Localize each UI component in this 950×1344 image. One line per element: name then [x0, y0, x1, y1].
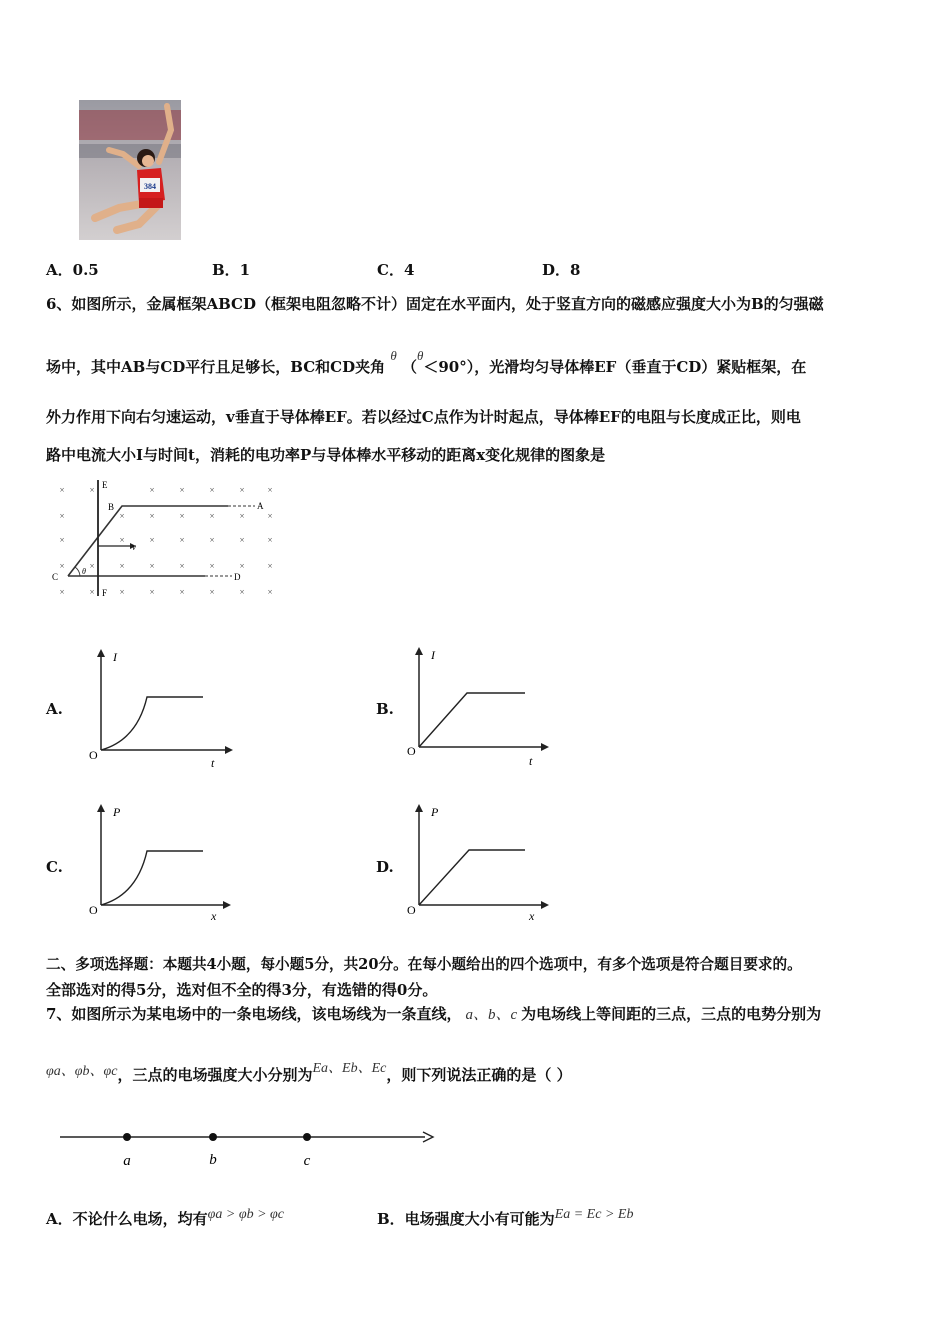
bib-number: 384 — [144, 182, 156, 191]
y-label: I — [113, 650, 117, 664]
q6-option-d-letter[interactable]: D. — [376, 858, 394, 876]
field-x-mark: × — [179, 561, 185, 571]
field-x-mark: × — [59, 561, 65, 571]
field-x-mark: × — [179, 587, 185, 597]
q6-line4: 路中电流大小I与时间t，消耗的电功率P与导体棒水平移动的距离x变化规律的图象是 — [46, 446, 606, 464]
field-x-mark: × — [149, 485, 155, 495]
x-label: t — [211, 756, 215, 770]
theta-symbol-2: θ — [416, 348, 424, 363]
q6-line1: 6、如图所示，金属框架ABCD（框架电阻忽略不计）固定在水平面内，处于竖直方向的磁感应强度大小为B的匀强磁 — [46, 295, 824, 313]
section2-line1: 二、多项选择题：本题共4小题，每小题5分，共20分。在每小题给出的四个选项中，有多个选项是符合题目要求的。 — [46, 956, 802, 973]
field-x-mark: × — [89, 587, 95, 597]
y-arrow — [415, 804, 423, 812]
q6-option-b-graph[interactable] — [403, 643, 553, 768]
field-x-mark: × — [59, 587, 65, 597]
q7-option-a[interactable] — [46, 1207, 284, 1228]
label-b: b — [209, 1152, 217, 1168]
q5-option-d[interactable]: D．8 — [542, 261, 581, 279]
field-x-mark: × — [267, 485, 273, 495]
field-x-mark: × — [209, 587, 215, 597]
y-label: P — [431, 805, 439, 819]
field-x-mark: × — [59, 511, 65, 521]
q7-option-b-math: Ea = Ec > Eb — [554, 1207, 634, 1222]
q7-e-list: Ea、Eb、Ec — [312, 1061, 387, 1076]
q7-option-a-math: φa > φb > φc — [207, 1207, 284, 1222]
field-x-mark: × — [267, 535, 273, 545]
q5-option-a[interactable]: A．0.5 — [46, 261, 99, 279]
curve — [101, 697, 203, 750]
field-x-mark: × — [267, 511, 273, 521]
label-v: v — [132, 542, 136, 552]
field-x-mark: × — [149, 535, 155, 545]
label-a: A — [257, 501, 264, 511]
field-x-mark: × — [239, 535, 245, 545]
q5-option-c[interactable]: C．4 — [377, 261, 415, 279]
y-label: I — [431, 648, 435, 662]
field-x-mark: × — [179, 535, 185, 545]
field-x-mark: × — [267, 561, 273, 571]
field-x-mark: × — [209, 485, 215, 495]
point-a — [123, 1133, 131, 1141]
angle-arc — [75, 567, 80, 576]
field-x-mark: × — [149, 511, 155, 521]
q6-option-d-graph[interactable] — [403, 800, 553, 925]
q7-abc: a、b、c — [465, 1007, 518, 1023]
athlete-photo — [79, 100, 181, 240]
field-x-mark: × — [59, 485, 65, 495]
field-x-mark: × — [89, 485, 95, 495]
field-x-mark: × — [209, 561, 215, 571]
q6-line2c: ＜90°），光滑均匀导体棒EF（垂直于CD）紧贴框架，在 — [423, 358, 807, 376]
x-label: x — [529, 909, 535, 923]
q6-frame-figure — [50, 478, 280, 602]
x-arrow — [541, 743, 549, 751]
origin-label: O — [407, 744, 416, 758]
q7-line1b: 为电场线上等间距的三点，三点的电势分别为 — [521, 1005, 822, 1023]
field-x-mark: × — [149, 561, 155, 571]
x-label: x — [211, 909, 217, 923]
q6-line2a: 场中，其中AB与CD平行且足够长，BC和CD夹角 — [46, 358, 386, 376]
field-x-mark: × — [239, 511, 245, 521]
curve — [101, 851, 203, 905]
y-label: P — [113, 805, 121, 819]
origin-label: O — [407, 903, 416, 917]
y-arrow — [97, 649, 105, 657]
point-c — [303, 1133, 311, 1141]
q6-line2b: （ — [401, 358, 417, 376]
field-x-mark: × — [267, 587, 273, 597]
field-x-mark: × — [239, 587, 245, 597]
x-arrow — [223, 901, 231, 909]
curve — [419, 850, 525, 905]
q7-phi-list: φa、φb、φc — [46, 1064, 118, 1079]
label-e: E — [102, 480, 108, 490]
field-x-mark: × — [119, 561, 125, 571]
label-f: F — [102, 588, 108, 598]
field-x-mark: × — [179, 485, 185, 495]
origin-label: O — [89, 748, 98, 762]
q7-option-b-text: B．电场强度大小有可能为 — [377, 1210, 555, 1228]
point-b — [209, 1133, 217, 1141]
q7-line1 — [46, 1007, 821, 1023]
field-x-mark: × — [119, 511, 125, 521]
q6-option-a-letter[interactable]: A. — [46, 700, 63, 718]
q6-option-c-letter[interactable]: C. — [46, 858, 63, 876]
label-a: a — [123, 1153, 131, 1169]
q7-line2 — [46, 1061, 572, 1084]
q6-line2 — [46, 348, 807, 376]
field-x-mark: × — [89, 561, 95, 571]
theta-symbol: θ — [390, 348, 397, 363]
q7-field-line-figure — [55, 1125, 445, 1175]
field-x-mark: × — [239, 561, 245, 571]
q6-option-b-letter[interactable]: B. — [376, 700, 394, 718]
y-arrow — [415, 647, 423, 655]
field-x-mark: × — [209, 511, 215, 521]
field-x-mark: × — [119, 535, 125, 545]
q6-line3: 外力作用下向右匀速运动，v垂直于导体棒EF。若以经过C点作为计时起点，导体棒EF的电阻与长度成正比，则电 — [46, 408, 801, 426]
field-x-mark: × — [119, 587, 125, 597]
label-theta: θ — [82, 567, 86, 576]
x-label: t — [529, 754, 533, 768]
y-arrow — [97, 804, 105, 812]
q7-line2a: ，三点的电场强度大小分别为 — [117, 1066, 313, 1084]
q6-option-c-graph[interactable] — [85, 800, 235, 925]
q7-option-a-text: A．不论什么电场，均有 — [46, 1210, 208, 1228]
field-x-mark: × — [149, 587, 155, 597]
q7-line2b: ，则下列说法正确的是（ ） — [386, 1066, 572, 1084]
label-b: B — [108, 502, 115, 512]
x-arrow — [225, 746, 233, 754]
magnetic-field-marks — [59, 485, 272, 597]
field-x-mark: × — [59, 535, 65, 545]
label-c: c — [303, 1153, 311, 1169]
q6-option-a-graph[interactable] — [85, 645, 235, 770]
origin-label: O — [89, 903, 98, 917]
q5-option-b[interactable]: B．1 — [212, 261, 251, 279]
section2-line2: 全部选对的得5分，选对但不全的得3分，有选错的得0分。 — [46, 981, 438, 999]
q7-line1a: 7、如图所示为某电场中的一条电场线，该电场线为一条直线， — [46, 1005, 462, 1023]
label-c: C — [52, 572, 59, 582]
curve — [419, 693, 525, 747]
x-arrow — [541, 901, 549, 909]
field-x-mark: × — [239, 485, 245, 495]
q7-option-b[interactable] — [377, 1207, 634, 1228]
label-d: D — [234, 572, 241, 582]
field-x-mark: × — [209, 535, 215, 545]
field-x-mark: × — [179, 511, 185, 521]
